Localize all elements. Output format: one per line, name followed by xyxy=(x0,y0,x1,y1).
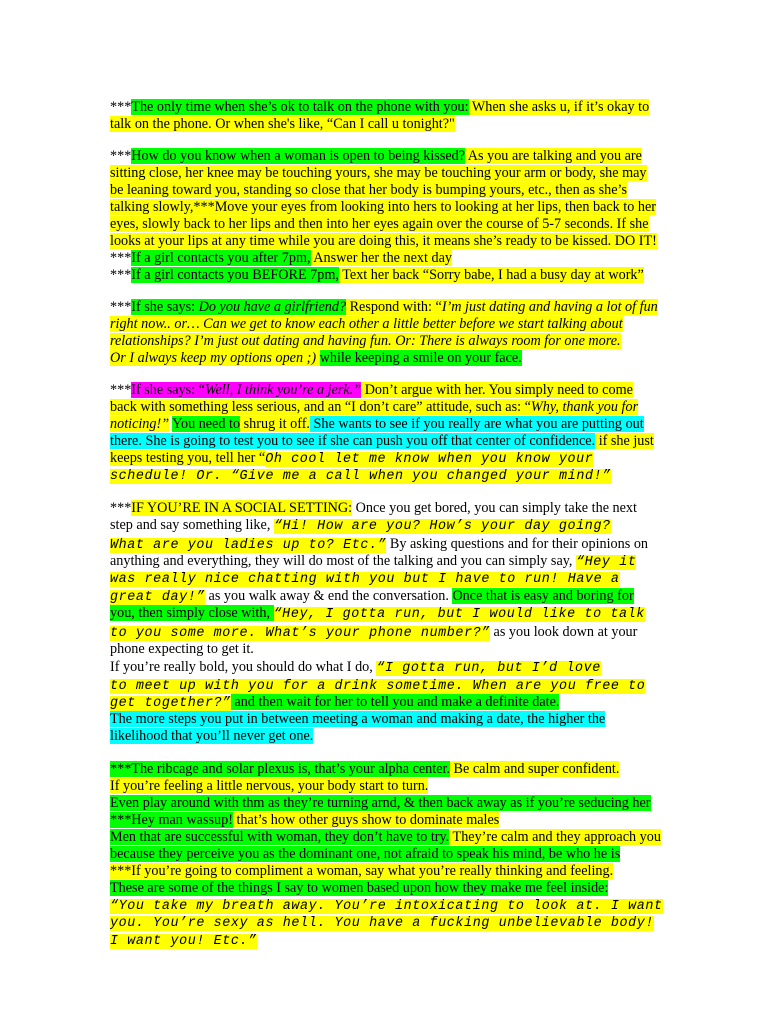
text-run: “I gotta run, but I’d love xyxy=(376,661,601,676)
text-run: *** xyxy=(110,99,132,115)
text-run: If you’re going to compliment a woman, say what you’re really thinking and feeling. xyxy=(131,863,614,879)
text-line xyxy=(110,399,710,416)
text-run: talking slowly,***Move your eyes from looking into hers to looking at her lips, then back to her xyxy=(110,199,656,215)
text-run: step and say something like, xyxy=(110,517,274,533)
text-line xyxy=(110,761,710,778)
text-line xyxy=(110,267,710,284)
text-run: and then wait for her to tell you and make a definite date. xyxy=(230,694,560,710)
text-run: Text her back “Sorry babe, I had a busy day at work” xyxy=(338,267,644,283)
text-run: because they perceive you as the dominant one, not afraid to speak his mind, be who he is xyxy=(110,846,621,862)
text-run: ***Hey man wassup! xyxy=(110,812,233,828)
text-run: you, then simply close with, xyxy=(110,605,274,621)
text-run: looks at your lips at any time while you are doing this, it means she’s ready to be kissed. DO IT! xyxy=(110,233,657,249)
text-run: Respond with: “ xyxy=(346,299,442,315)
text-run: Once that is easy and boring for xyxy=(452,588,634,604)
text-run: I want you! Etc.” xyxy=(110,934,257,949)
text-run: As you are talking and you are xyxy=(465,148,642,164)
text-run: If you’re feeling a little nervous, your body start to turn. xyxy=(110,778,429,794)
text-run: as you walk away & end the conversation. xyxy=(205,588,453,604)
text-run: schedule! Or. “Give me a call when you changed your mind!” xyxy=(110,469,611,484)
text-run: there. She is going to test you to see if she can push you off that center of confidence. xyxy=(110,433,596,449)
text-run: If a girl contacts you BEFORE 7pm, xyxy=(131,267,339,283)
text-run: *** xyxy=(110,382,132,398)
text-run: if she just xyxy=(595,433,654,449)
text-run: “Hi! How are you? How’s your day going? xyxy=(273,519,611,534)
text-line xyxy=(110,812,710,829)
text-run: These are some of the things I say to women based upon how they make me feel inside: xyxy=(110,880,609,896)
text-line xyxy=(110,778,710,795)
text-line xyxy=(110,182,710,199)
text-line xyxy=(110,165,710,182)
text-line xyxy=(110,914,710,931)
text-run: Even play around with thm as they’re turning arnd, & then back away as if you’re seducing her xyxy=(110,795,651,811)
text-run: The only time when she’s ok to talk on the phone with you: xyxy=(131,99,469,115)
text-run: to you some more. What’s your phone number?” xyxy=(110,626,490,641)
text-line xyxy=(110,694,710,711)
text-run: How do you know when a woman is open to being kissed? xyxy=(131,148,466,164)
text-run: “Hey, I gotta run, but I would like to talk xyxy=(273,607,645,622)
text-line xyxy=(110,333,710,350)
text-run: You need to xyxy=(172,416,241,432)
text-run: Answer her the next day xyxy=(310,250,452,266)
text-run: shrug it off. xyxy=(240,416,310,432)
text-line xyxy=(110,116,710,133)
text-line xyxy=(110,659,710,676)
text-run: great day!” xyxy=(110,590,205,605)
text-run: sitting close, her knee may be touching yours, she may be touching your arm or body, she may xyxy=(110,165,647,181)
text-line xyxy=(110,588,710,605)
text-run: Do you have a girlfriend? xyxy=(198,299,347,315)
text-line xyxy=(110,624,710,641)
text-run: talk on the phone. Or when she's like, “Can I call u tonight?" xyxy=(110,116,455,132)
text-line xyxy=(110,299,710,316)
text-run: while keeping a smile on your face. xyxy=(319,350,522,366)
text-line xyxy=(110,711,710,728)
text-line xyxy=(110,467,710,484)
text-run: right now.. or… Can we get to know each other a little better before we start talking about xyxy=(110,316,623,332)
text-line xyxy=(110,880,710,897)
text-line xyxy=(110,846,710,863)
text-run: as you look down at your xyxy=(489,624,638,640)
text-line xyxy=(110,517,710,534)
text-line xyxy=(110,99,710,116)
text-run: Or I always keep my options open ;) xyxy=(110,350,320,366)
text-run: *** xyxy=(110,148,132,164)
text-run: phone expecting to get it. xyxy=(110,641,254,657)
text-run: What are you ladies up to? Etc.” xyxy=(110,538,387,553)
text-run: be leaning toward you, standing so close that her body is bumping yours, etc., then as she’s xyxy=(110,182,627,198)
text-run: was really nice chatting with you but I have to run! Have a xyxy=(110,572,620,587)
text-run: “You take my breath away. You’re intoxicating to look at. I want xyxy=(110,899,663,914)
text-line xyxy=(110,795,710,812)
text-run: IF YOU’RE IN A SOCIAL SETTING: xyxy=(131,500,353,516)
text-run: ***The ribcage and solar plexus is, that’s your alpha center. xyxy=(110,761,450,777)
text-run: noticing!” xyxy=(110,416,170,432)
text-line xyxy=(110,382,710,399)
text-run: that’s how other guys show to dominate males xyxy=(232,812,500,828)
text-line xyxy=(110,250,710,267)
text-run: anything and everything, they will do most of the talking and you can simply say, xyxy=(110,553,577,569)
text-line xyxy=(110,897,710,914)
text-run: *** xyxy=(110,250,132,266)
text-run: Oh cool let me know when you know your xyxy=(265,452,594,467)
text-run: you. You’re sexy as hell. You have a fucking unbelievable body! xyxy=(110,916,655,931)
text-run: likelihood that you’ll never get one. xyxy=(110,728,314,744)
text-line xyxy=(110,570,710,587)
text-run: to meet up with you for a drink sometime. When are you free to xyxy=(110,679,646,694)
text-run: Why, thank you for xyxy=(530,399,639,415)
text-run: back with something less serious, and an “I don’t care” attitude, such as: “ xyxy=(110,399,531,415)
text-run: If a girl contacts you after 7pm, xyxy=(131,250,311,266)
text-line xyxy=(110,500,710,517)
text-line xyxy=(110,536,710,553)
text-run: Don’t argue with her. You simply need to come xyxy=(361,382,633,398)
text-line xyxy=(110,605,710,622)
text-run: When she asks u, if it’s okay to xyxy=(468,99,650,115)
text-line xyxy=(110,216,710,233)
text-line xyxy=(110,728,710,745)
text-line xyxy=(110,416,710,433)
text-run: “Hey it xyxy=(576,555,637,570)
text-run: *** xyxy=(110,267,132,283)
text-run: The more steps you put in between meeting a woman and making a date, the higher the xyxy=(110,711,606,727)
text-run: I’m just dating and having a lot of fun xyxy=(441,299,658,315)
text-run: She wants to see if you really are what you are putting out xyxy=(309,416,644,432)
text-run: get together?” xyxy=(110,696,231,711)
text-line xyxy=(110,932,710,949)
text-line xyxy=(110,863,710,880)
text-run: *** xyxy=(110,863,132,879)
text-line xyxy=(110,350,710,367)
text-run: *** xyxy=(110,299,132,315)
text-line xyxy=(110,199,710,216)
text-run: If she says: “ xyxy=(131,382,205,398)
text-line xyxy=(110,641,710,658)
header-line xyxy=(110,70,710,87)
text-run: Men that are successful with woman, they don’t have to try. xyxy=(110,829,450,845)
text-run: *** xyxy=(110,500,132,516)
text-run: Well, I think you’re a jerk.” xyxy=(204,382,362,398)
text-run: keeps testing you, tell her “ xyxy=(110,450,266,466)
text-run: Be calm and super confident. xyxy=(450,761,620,777)
text-line xyxy=(110,450,710,467)
text-line xyxy=(110,829,710,846)
text-line xyxy=(110,553,710,570)
text-run: By asking questions and for their opinions on xyxy=(386,536,649,552)
text-line xyxy=(110,233,710,250)
text-line xyxy=(110,316,710,333)
text-run: If you’re really bold, you should do what I do, xyxy=(110,659,377,675)
text-line xyxy=(110,677,710,694)
text-line xyxy=(110,433,710,450)
text-run: Once you get bored, you can simply take the next xyxy=(352,500,637,516)
text-run: If she says: xyxy=(131,299,199,315)
text-run: eyes, slowly back to her lips and then into her eyes again over the course of 5-7 seconds. If she xyxy=(110,216,649,232)
text-line xyxy=(110,148,710,165)
text-run: relationships? I’m just out dating and having fun. Or: There is always room for one more. xyxy=(110,333,621,349)
text-run: They’re calm and they approach you xyxy=(449,829,661,845)
